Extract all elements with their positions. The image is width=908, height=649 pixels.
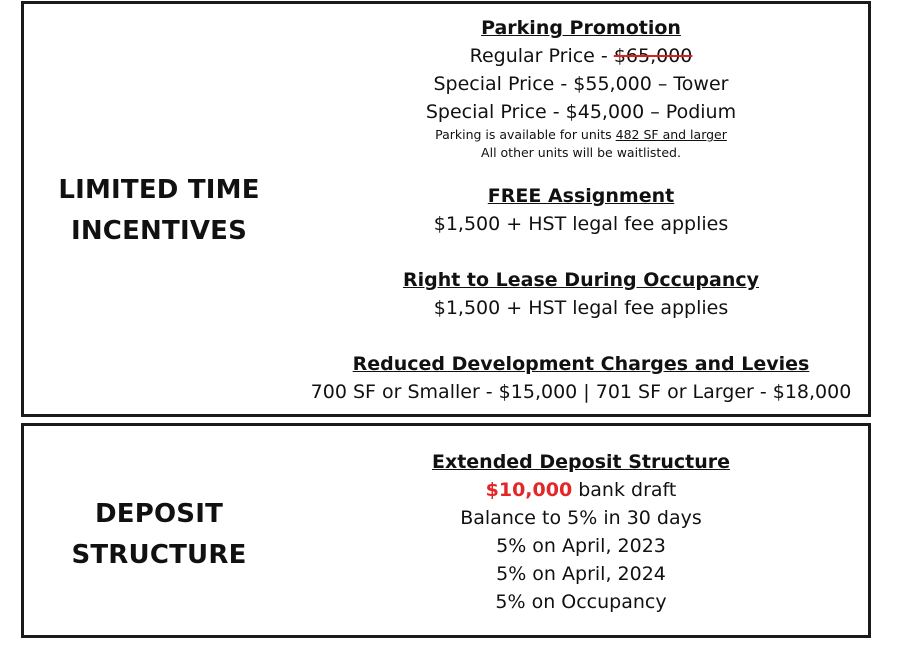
deposit-balance: Balance to 5% in 30 days <box>460 507 702 529</box>
deposit-april-2024: 5% on April, 2024 <box>496 563 666 585</box>
free-assignment-title: FREE Assignment <box>487 185 675 207</box>
deposit-occupancy: 5% on Occupancy <box>495 591 667 613</box>
deposit-first-line <box>291 476 871 504</box>
parking-note-units: 482 SF and larger <box>615 127 727 142</box>
development-charges-details: 700 SF or Smaller - $15,000 | 701 SF or Larger - $18,000 <box>310 381 852 403</box>
free-assignment-fee: $1,500 + HST legal fee applies <box>433 213 729 235</box>
parking-promotion-title: Parking Promotion <box>481 17 681 39</box>
development-charges-title: Reduced Development Charges and Levies <box>352 353 810 375</box>
parking-note <box>291 126 871 144</box>
incentives-heading-line1: LIMITED TIME <box>58 175 260 205</box>
incentives-heading <box>24 170 294 252</box>
parking-waitlist-note: All other units will be waitlisted. <box>481 145 681 160</box>
regular-price-label: Regular Price - <box>469 45 614 67</box>
incentives-panel <box>21 1 871 417</box>
deposit-april-2023: 5% on April, 2023 <box>496 535 666 557</box>
special-price-podium: Special Price - $45,000 – Podium <box>425 101 737 123</box>
deposit-panel <box>21 423 871 638</box>
incentives-details <box>291 14 871 406</box>
deposit-first-suffix: bank draft <box>572 479 677 501</box>
regular-price-line <box>291 42 871 70</box>
incentives-heading-line2: INCENTIVES <box>70 216 248 246</box>
deposit-details <box>291 448 871 616</box>
deposit-heading <box>24 494 294 576</box>
parking-note-prefix: Parking is available for units <box>435 127 616 142</box>
regular-price-value: $65,000 <box>613 45 693 67</box>
deposit-heading-line1: DEPOSIT <box>94 499 224 529</box>
deposit-structure-title: Extended Deposit Structure <box>431 451 731 473</box>
special-price-tower: Special Price - $55,000 – Tower <box>433 73 729 95</box>
right-to-lease-title: Right to Lease During Occupancy <box>402 269 760 291</box>
right-to-lease-fee: $1,500 + HST legal fee applies <box>433 297 729 319</box>
deposit-heading-line2: STRUCTURE <box>71 540 247 570</box>
deposit-first-amount: $10,000 <box>485 479 573 501</box>
